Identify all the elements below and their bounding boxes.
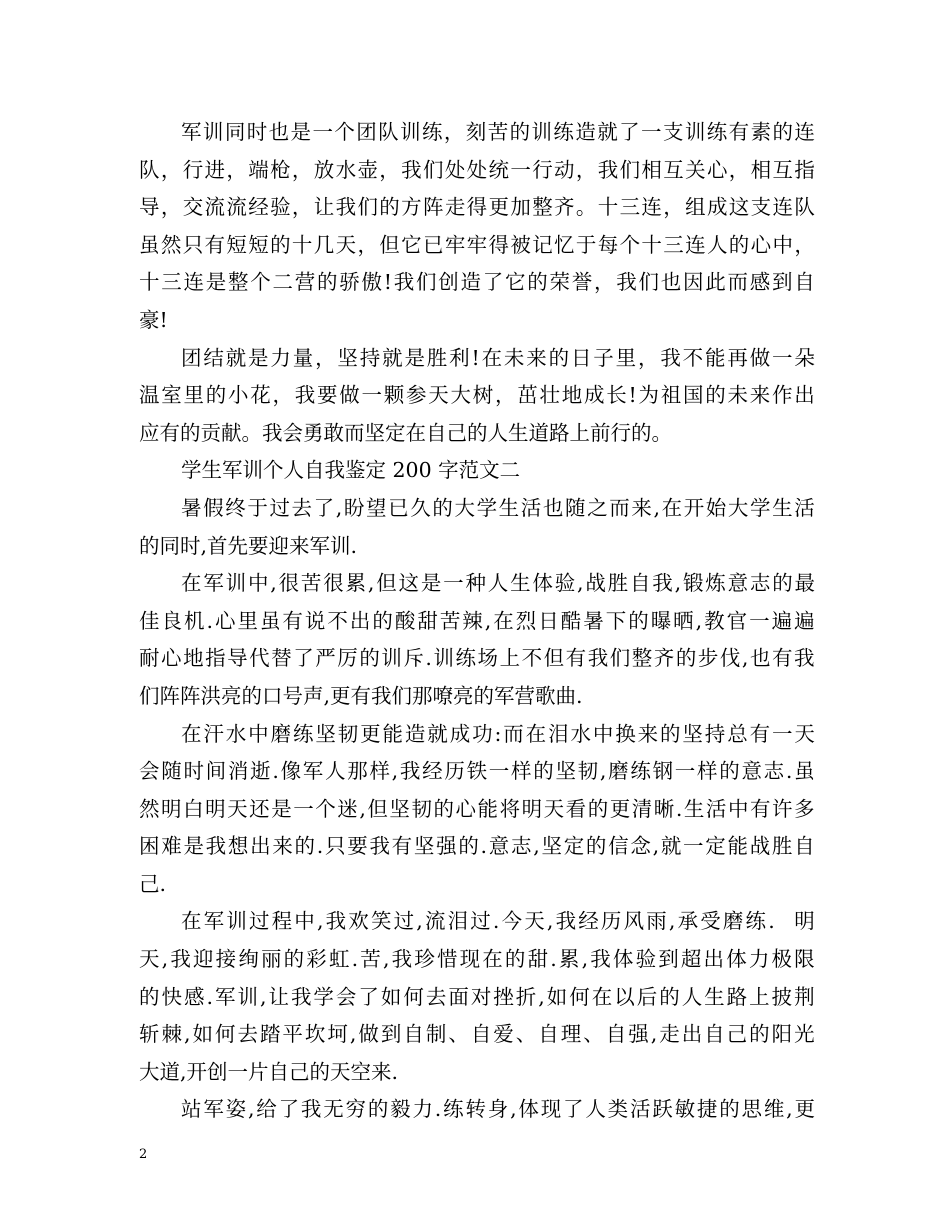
text-line: 站 军 姿 , 给 了 我 无 穷 的 毅 力 . 练 转 身 , 体 现 了 人 类 活 跃 敏 捷 的 思 维 , 更 (181, 1097, 815, 1122)
text-line: 在 汗 水 中 磨 练 坚 韧 更 能 造 就 成 功 : 而 在 泪 水 中 换 来 的 坚 持 总 有 一 天 (181, 721, 815, 746)
text-line: 斩 棘 , 如 何 去 踏 平 坎 坷 , 做 到 自 制 、 自 爱 、 自 理 、 自 强 , 走 出 自 己 的 阳 光 (139, 1022, 815, 1047)
text-line: 的同时,首先要迎来军训. (139, 533, 358, 558)
text-line: 在 军 训 中 , 很 苦 很 累 , 但 这 是 一 种 人 生 体 验 , 战 胜 自 我 , 锻 炼 意 志 的 最 (181, 571, 815, 596)
text-line: 耐 心 地 指 导 代 替 了 严 厉 的 训 斥 . 训 练 场 上 不 但 有 我 们 整 齐 的 步 伐 , 也 有 我 (139, 646, 815, 671)
text-line: 军 训 同 时 也 是 一 个 团 队 训 练 ， 刻 苦 的 训 练 造 就 了 一 支 训 练 有 素 的 连 (181, 120, 815, 144)
text-line: 然 明 白 明 天 还 是 一 个 迷 , 但 坚 韧 的 心 能 将 明 天 看 的 更 清 晰 . 生 活 中 有 许 多 (139, 796, 815, 821)
text-line: 会 随 时 间 消 逝 . 像 军 人 那 样 , 我 经 历 铁 一 样 的 坚 韧 , 磨 练 钢 一 样 的 意 志 . 虽 (139, 759, 815, 784)
text-line: 十 三 连 是 整 个 二 营 的 骄 傲 ! 我 们 创 造 了 它 的 荣 誉 ， 我 们 也 因 此 而 感 到 自 (139, 270, 815, 295)
text-line: 大道,开创一片自己的天空来. (139, 1059, 399, 1084)
text-line: 困 难 是 我 想 出 来 的 . 只 要 我 有 坚 强 的 . 意 志 , 坚 定 的 信 念 , 就 一 定 能 战 胜 自 (139, 834, 815, 859)
text-line: 天 , 我 迎 接 绚 丽 的 彩 虹 . 苦 , 我 珍 惜 现 在 的 甜 . 累 , 我 体 验 到 超 出 体 力 极 限 (139, 947, 815, 972)
text-line: 队 ， 行 进 ， 端 枪 ， 放 水 壶 ， 我 们 处 处 统 一 行 动 ， 我 们 相 互 关 心 ， 相 互 指 (139, 157, 815, 182)
document-body (139, 114, 815, 1129)
text-line: 在 军 训 过 程 中 , 我 欢 笑 过 , 流 泪 过 . 今 天 , 我 经 历 风 雨 , 承 受 磨 练 . 明 (181, 909, 815, 934)
text-line: 佳 良 机 . 心 里 虽 有 说 不 出 的 酸 甜 苦 辣 , 在 烈 日 酷 暑 下 的 曝 晒 , 教 官 一 遍 遍 (139, 608, 815, 633)
text-line: 学生军训个人自我鉴定 200 字范文二 (181, 458, 521, 483)
text-line: 团 结 就 是 力 量 ， 坚 持 就 是 胜 利 ! 在 未 来 的 日 子 里 ， 我 不 能 再 做 一 朵 (181, 345, 815, 370)
page-number: 2 (139, 1147, 148, 1162)
text-line: 己. (139, 871, 167, 896)
text-line: 的 快 感 . 军 训 , 让 我 学 会 了 如 何 去 面 对 挫 折 , 如 何 在 以 后 的 人 生 路 上 披 荆 (139, 984, 815, 1009)
text-line: 们阵阵洪亮的口号声,更有我们那嘹亮的军营歌曲. (139, 683, 583, 708)
text-line: 导 ， 交 流 流 经 验 ， 让 我 们 的 方 阵 走 得 更 加 整 齐 。 十 三 连 ， 组 成 这 支 连 队 (139, 195, 815, 220)
text-line: 应有的贡献。我会勇敢而坚定在自己的人生道路上前行的。 (139, 420, 672, 445)
text-line: 豪! (139, 307, 168, 332)
text-line: 暑 假 终 于 过 去 了 , 盼 望 已 久 的 大 学 生 活 也 随 之 而 来 , 在 开 始 大 学 生 活 (181, 495, 815, 520)
text-line: 温 室 里 的 小 花 ， 我 要 做 一 颗 参 天 大 树 ， 茁 壮 地 成 长 ! 为 祖 国 的 未 来 作 出 (139, 383, 815, 408)
text-line: 虽 然 只 有 短 短 的 十 几 天 ， 但 它 已 牢 牢 得 被 记 忆 于 每 个 十 三 连 人 的 心 中 ， (139, 232, 815, 257)
